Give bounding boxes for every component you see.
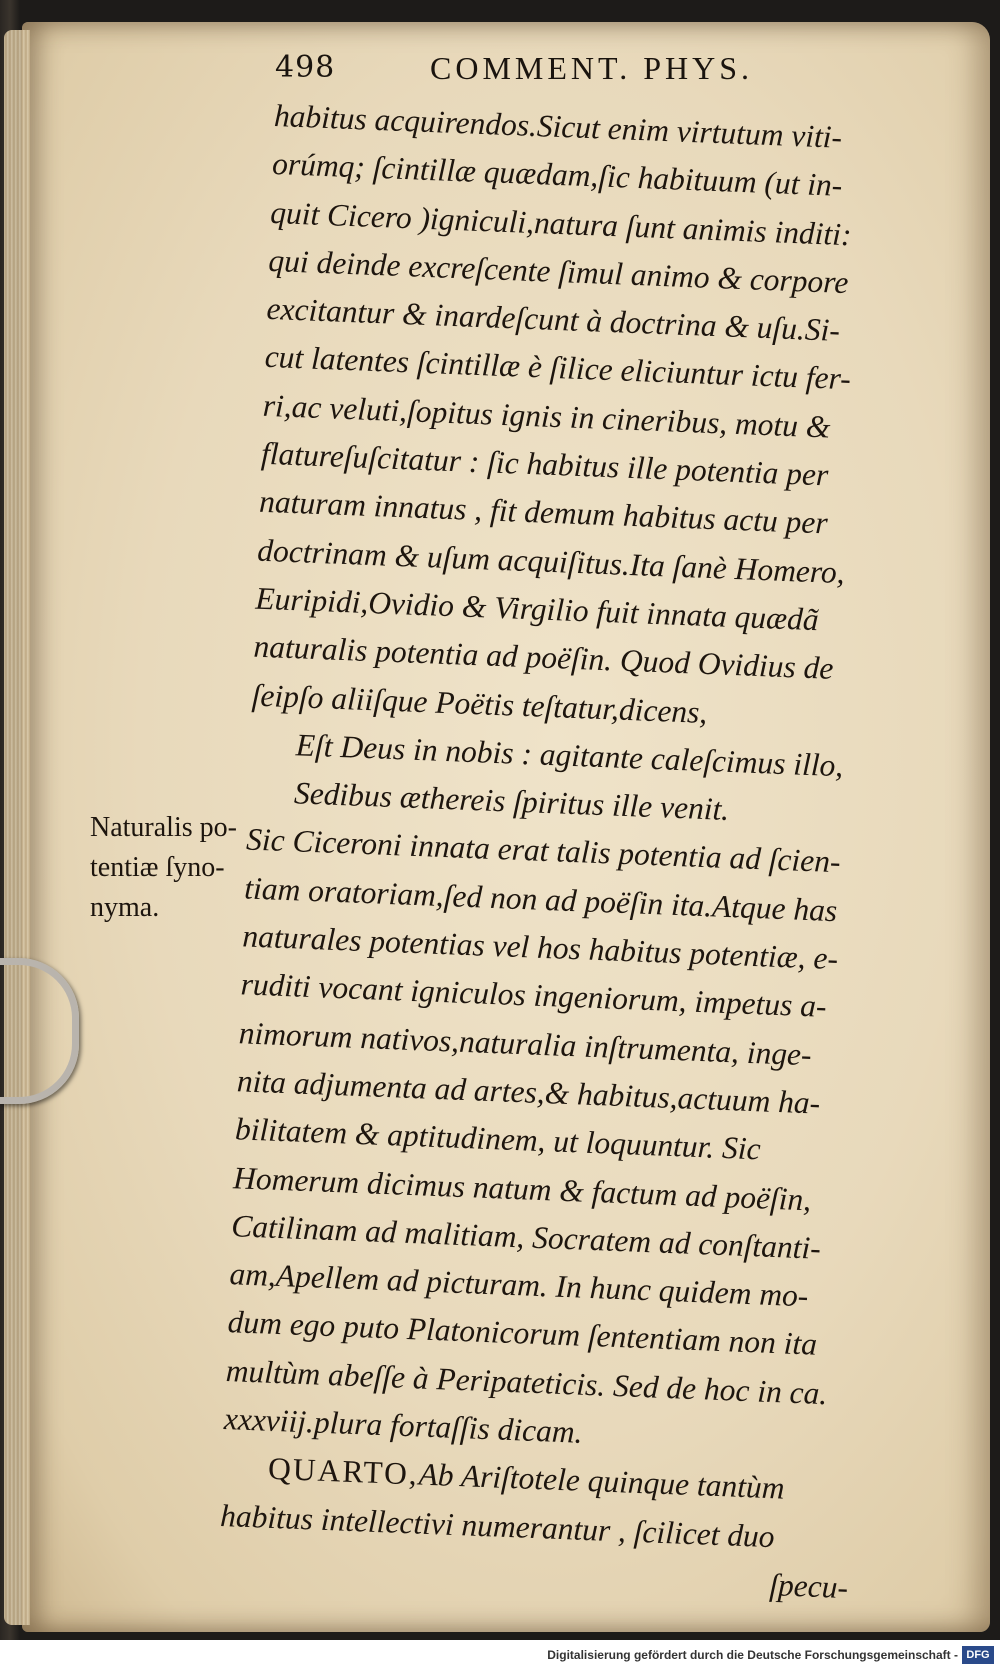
margin-note	[90, 808, 270, 928]
text-line: ſeipſo aliiſque Poëtis teſtatur,dicens,	[251, 677, 708, 730]
text-line: Catilinam ad malitiam, Socratem ad conſtanti-	[230, 1208, 822, 1266]
text-line: tiam oratoriam,ſed non ad poëſin ita.Atque has	[243, 870, 838, 928]
text-line: multùm abeſſe à Peripateticis. Sed de hoc in ca.	[225, 1352, 828, 1411]
text-line: nimorum nativos,naturalia inſtrumenta, inge-	[238, 1014, 813, 1072]
text-line: am,Apellem ad picturam. In hunc quidem mo-	[228, 1256, 809, 1314]
verse-line: Eſt Deus in nobis : agitante caleſcimus illo,	[295, 727, 844, 784]
text-line: excitantur & inardeſcunt à doctrina & uſu.Si-	[266, 291, 841, 349]
text-line: ruditi vocant igniculos ingeniorum, impetus a-	[240, 966, 828, 1025]
margin-note-line: tentiæ ſyno-	[90, 852, 225, 883]
footer-credit: Digitalisierung gefördert durch die Deutsche Forschungsgemeinschaft -	[547, 1648, 958, 1662]
text-line: naturam innatus , fit demum habitus actu per	[258, 484, 829, 541]
text-line: ri,ac veluti,ſopitus ignis in cineribus, motu &	[262, 387, 832, 445]
text-line: orúmq; ſcintillæ quædam,ſic habituum (ut in-	[271, 146, 843, 204]
text-line: nita adjumenta ad artes,& habitus,actuum ha-	[236, 1063, 821, 1121]
text-line: Euripidi,Ovidio & Virgilio fuit innata quædã	[254, 580, 820, 638]
text-line: habitus intellectivi numerantur , ſcilicet duo	[219, 1497, 776, 1554]
verse-line: Sedibus æthereis ſpiritus ille venit.	[293, 775, 730, 828]
text-line: qui deinde excreſcente ſimul animo & corpore	[267, 242, 850, 301]
paragraph-lead-word: QUARTO,	[267, 1451, 420, 1492]
main-text-block	[218, 92, 965, 1615]
page-header	[275, 50, 835, 94]
margin-note-line: nyma.	[90, 892, 160, 923]
text-line: doctrinam & uſum acquiſitus.Ita ſanè Homero,	[256, 532, 846, 590]
text-line: bilitatem & aptitudinem, ut loquuntur. Sic	[234, 1111, 762, 1167]
text-line: quit Cicero )igniculi,natura ſunt animis inditi:	[269, 194, 853, 252]
text-line: dum ego puto Platonicorum ſententiam non ita	[227, 1304, 818, 1363]
catchword: ſpecu-	[768, 1566, 849, 1605]
text-line: naturalis potentia ad poëſin. Quod Ovidius de	[253, 628, 835, 687]
text-line: cut latentes ſcintillæ è ſilice eliciuntur ictu fer-	[264, 339, 852, 397]
margin-note-line: Naturalis po-	[90, 812, 237, 843]
running-head: COMMENT. PHYS.	[430, 50, 753, 86]
dfg-logo: DFG	[962, 1646, 994, 1664]
text-line: xxxviij.plura fortaſſis dicam.	[223, 1401, 584, 1450]
text-line: naturales potentias vel hos habitus potentiæ, e-	[241, 918, 839, 977]
text-line: flatureſuſcitatur : ſic habitus ille potentia per	[260, 435, 829, 493]
text-line: habitus acquirendos.Sicut enim virtutum viti-	[273, 97, 843, 155]
page-edges	[4, 30, 30, 1625]
page-number: 498	[275, 50, 336, 85]
text-line: Sic Ciceroni innata erat talis potentia ad ſcien-	[245, 821, 842, 880]
text-line: Homerum dicimus natum & factum ad poëſin,	[232, 1159, 812, 1217]
bleed-through-shadow	[80, 180, 240, 600]
paragraph-lead-text: Ab Ariſtotele quinque tantùm	[418, 1456, 786, 1506]
